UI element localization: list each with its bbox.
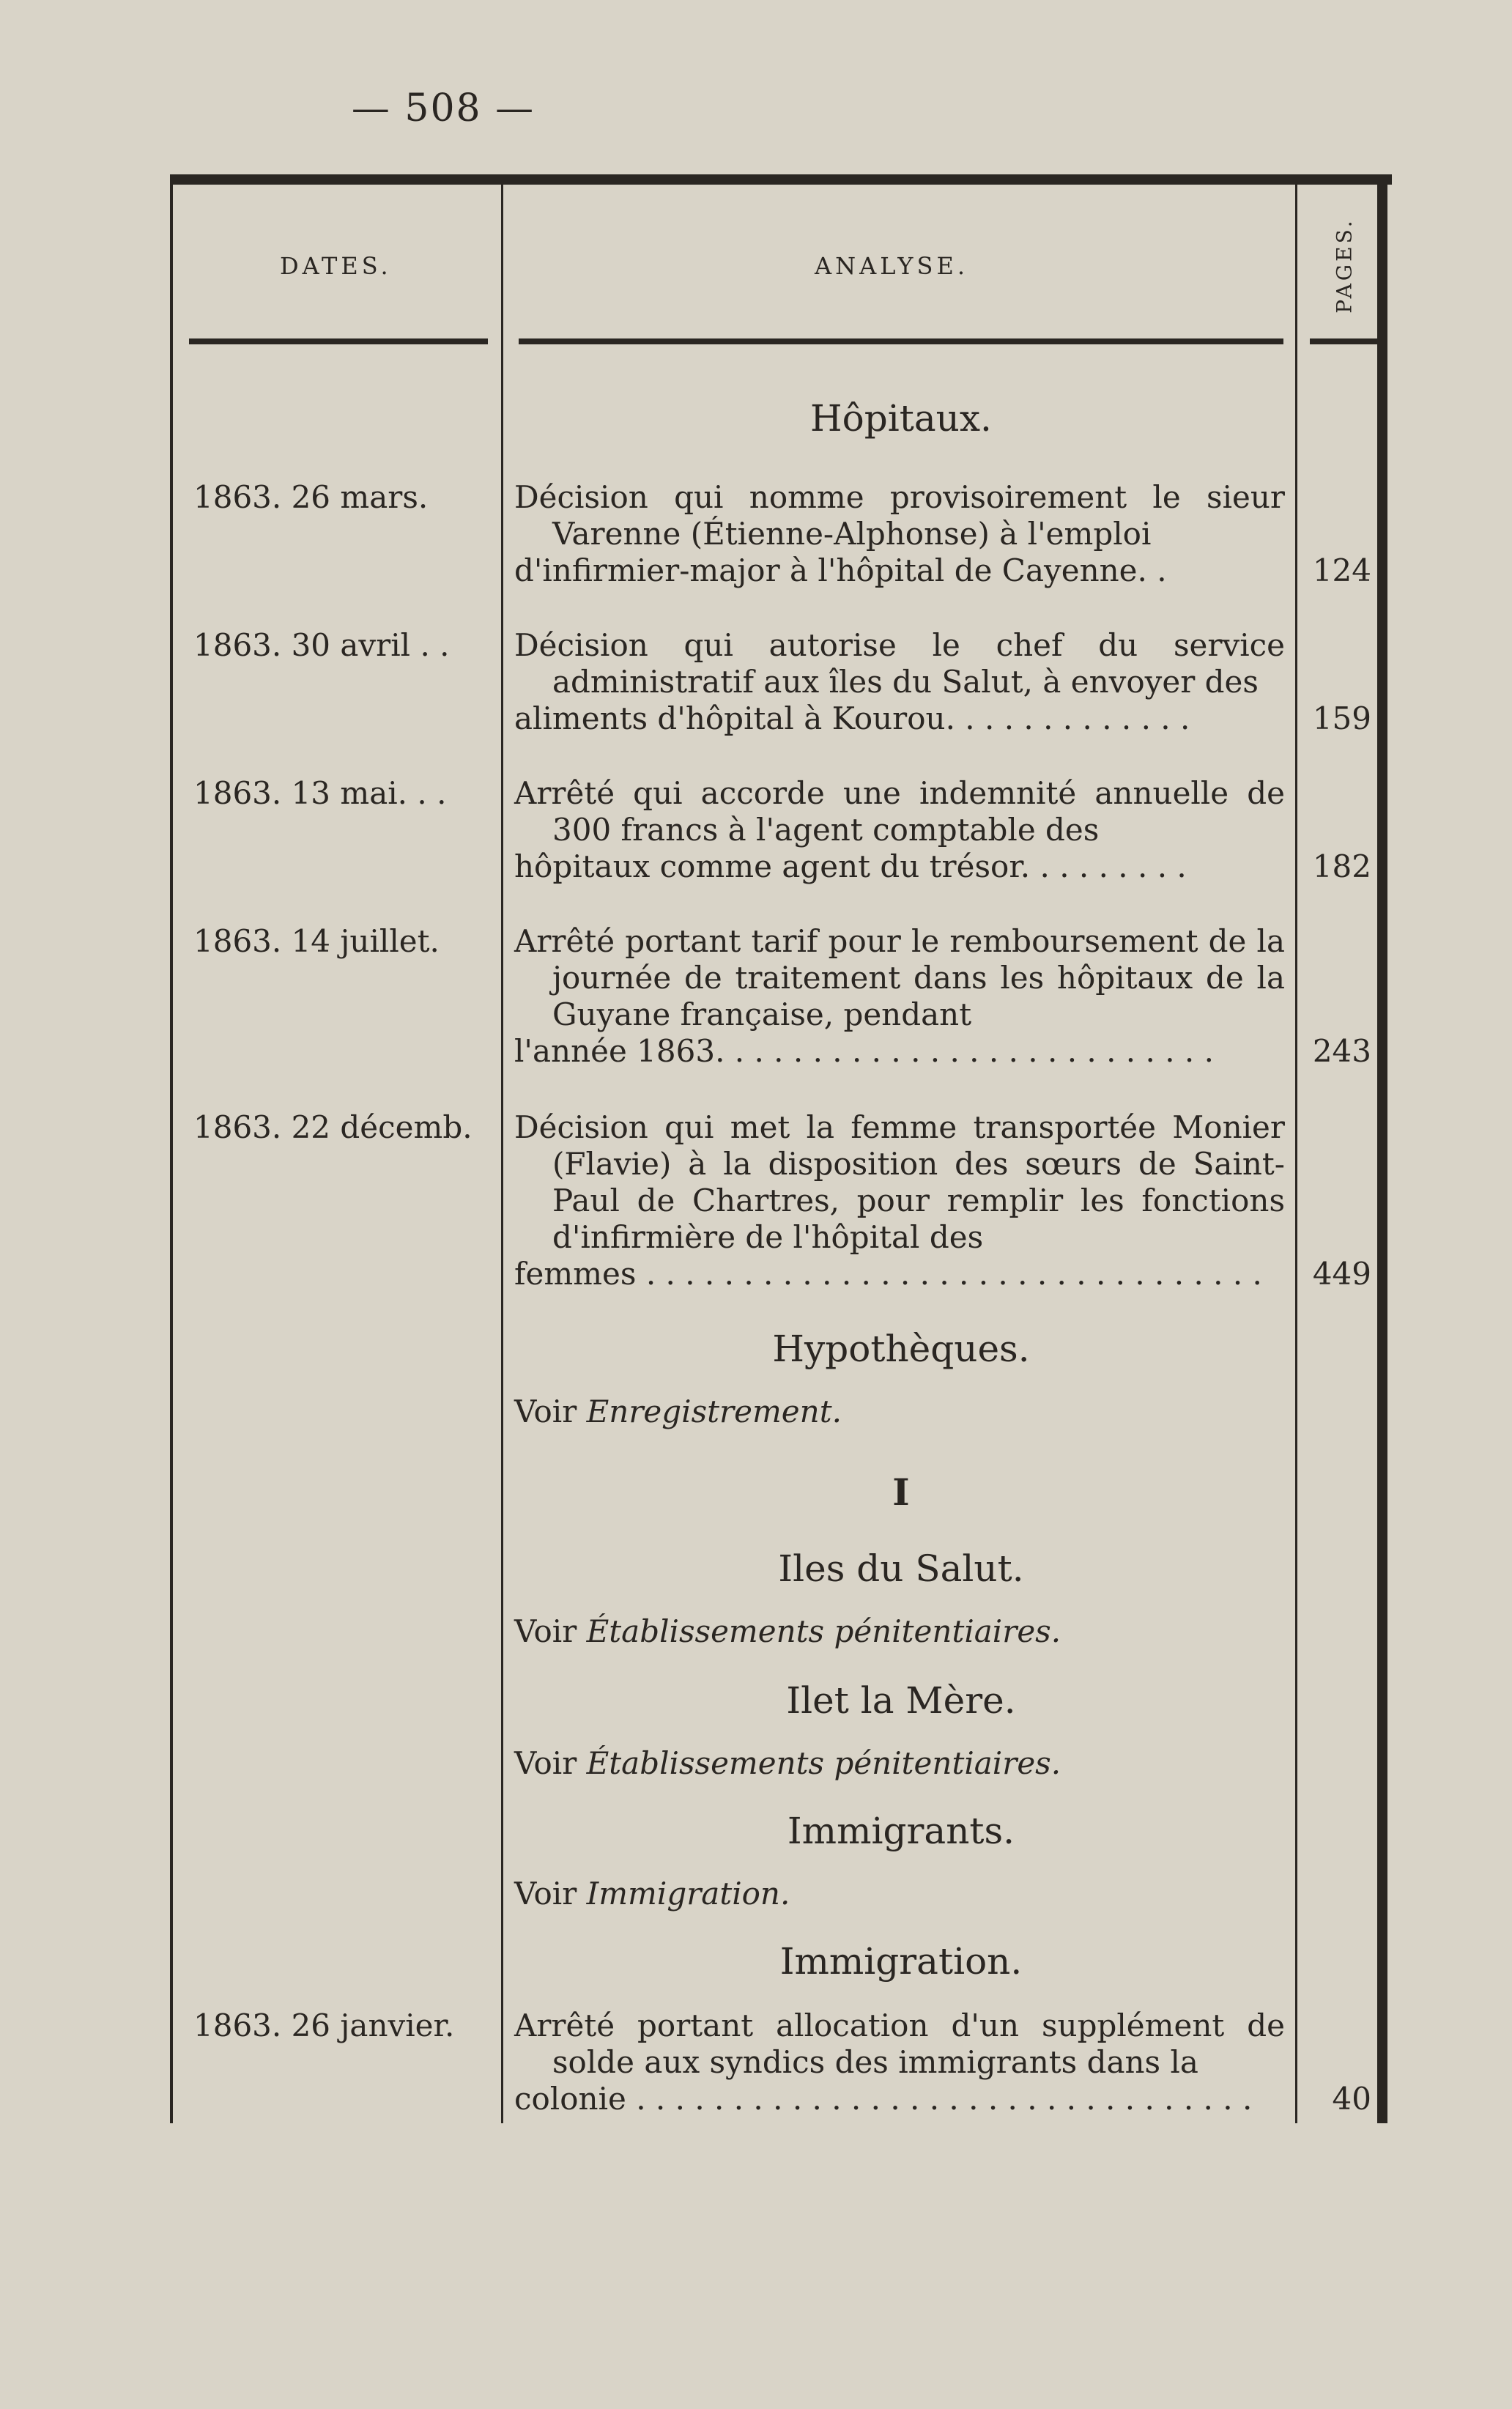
section-heading-immigration: Immigration. [779,1940,1023,1983]
header-dates: DATES. [280,252,392,280]
see-reference: Voir Enregistrement. [514,1394,842,1429]
section-heading-hypotheques: Hypothèques. [772,1328,1030,1370]
entry-analysis: Décision qui nomme provisoirement le sieur Varenne (Étienne-Alphonse) à l'emploi d'infirmier-major à l'hôpital de Cayenne. . [514,479,1285,588]
section-heading-ilet-la-mere: Ilet la Mère. [786,1679,1016,1722]
entry-page: 40 [1332,2081,1371,2117]
header-analyse: ANALYSE. [815,252,968,280]
section-heading-iles-du-salut: Iles du Salut. [778,1547,1024,1590]
entry-date: 1863. 13 mai. . . [193,775,447,811]
entry-page: 182 [1312,848,1371,884]
see-reference: Voir Établissements pénitentiaires. [514,1745,1061,1781]
header-pages: PAGES. [1332,217,1357,314]
table-body [170,185,1392,2123]
section-heading-hopitaux: Hôpitaux. [810,397,992,440]
entry-page: 449 [1312,1256,1371,1292]
entry-date: 1863. 26 janvier. [193,2008,455,2043]
see-reference: Voir Établissements pénitentiaires. [514,1613,1061,1649]
entry-analysis: Décision qui met la femme transportée Monier (Flavie) à la disposition des sœurs de Saint-Paul de Chartres, pour remplir les fonctions d'infirmière de l'hôpital des femmes . . . . . . . . . . . . . . . . . . . . . . . . . . . . . . . . [514,1109,1285,1292]
entry-date: 1863. 22 décemb. [193,1109,472,1145]
entry-analysis: Arrêté portant allocation d'un supplément de solde aux syndics des immigrants dans la colonie . . . . . . . . . . . . . . . . . . . . . . . . . . . . . . . . [514,2008,1285,2117]
page-number: — 508 — [351,86,536,130]
entry-analysis: Arrêté qui accorde une indemnité annuelle de 300 francs à l'agent comptable des hôpitaux comme agent du trésor. . . . . . . . . [514,775,1285,884]
alphabet-letter: I [892,1470,910,1514]
entry-analysis: Décision qui autorise le chef du service administratif aux îles du Salut, à envoyer des aliments d'hôpital à Kourou. . . . . . . . . . . . . [514,627,1285,736]
entry-page: 243 [1312,1033,1371,1069]
entry-page: 159 [1312,700,1371,736]
section-heading-immigrants: Immigrants. [787,1810,1015,1852]
entry-page: 124 [1312,552,1371,588]
entry-analysis: Arrêté portant tarif pour le remboursement de la journée de traitement dans les hôpitaux de la Guyane française, pendant l'année 1863. . . . . . . . . . . . . . . . . . . . . . . . . . [514,923,1285,1069]
see-reference: Voir Immigration. [514,1876,790,1912]
index-table [170,174,1392,2123]
entry-date: 1863. 14 juillet. [193,923,440,959]
entry-date: 1863. 30 avril . . [193,627,450,663]
entry-date: 1863. 26 mars. [193,479,429,515]
